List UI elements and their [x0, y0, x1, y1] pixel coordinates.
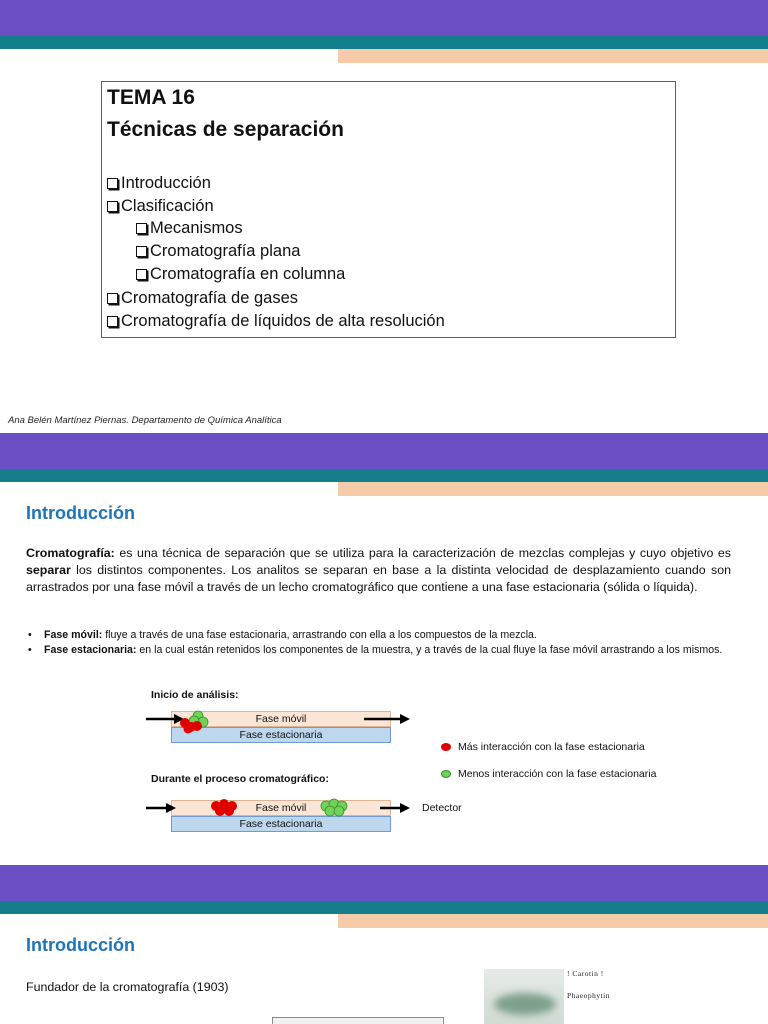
bullet-dot-icon: •: [28, 629, 32, 641]
checkbox-icon: [136, 246, 147, 257]
legend-label: Más interacción con la fase estacionaria: [458, 741, 645, 753]
header-band-peach: [338, 482, 768, 496]
stationary-phase-label: Fase estacionaria: [239, 818, 323, 830]
input-arrow-icon: [146, 714, 184, 724]
checkbox-icon: [136, 223, 147, 234]
during-diagram-overlay: [140, 795, 420, 825]
retained-red-cluster-icon: [211, 799, 237, 816]
header-band-teal: [0, 901, 768, 914]
toc-item: [107, 197, 214, 216]
detector-arrow-icon: [380, 803, 410, 813]
toc-item-label: Cromatografía de gases: [121, 289, 299, 307]
mixed-sample-cluster-icon: [180, 711, 208, 734]
stationary-phase-label: Fase estacionaria: [239, 729, 323, 741]
slide-heading: Introducción: [26, 503, 135, 523]
header-band-peach: [338, 49, 768, 63]
bullet-item: [26, 628, 731, 643]
toc-item: [107, 289, 298, 308]
legend-item-less-interaction: [441, 768, 656, 780]
bullet-text: en la cual están retenidos los componentes de la muestra, y a través de la cual fluye la fase móvil arrastrando a los mismos.: [136, 644, 723, 656]
apparatus-image: [272, 1017, 444, 1024]
slide-introduccion-definicion: [0, 433, 768, 865]
header-band-teal: [0, 36, 768, 49]
slide-heading: Introducción: [26, 935, 135, 955]
checkbox-icon: [107, 201, 118, 212]
carotin-label: ! Carotin !: [567, 969, 604, 978]
header-band-peach: [338, 914, 768, 928]
topic-number: TEMA 16: [107, 86, 195, 109]
toc-item-label: Introducción: [121, 174, 211, 192]
toc-subitem: [136, 219, 243, 238]
legend-label: Menos interacción con la fase estacionaria: [458, 768, 657, 780]
definition-term: Cromatografía:: [26, 546, 115, 560]
toc-item: [107, 174, 211, 193]
input-arrow-icon: [146, 803, 176, 813]
chromatogram-photo: [484, 969, 564, 1024]
legend-item-more-interaction: [441, 741, 645, 753]
definition-paragraph: [26, 545, 731, 596]
slide-tema-16: [0, 0, 768, 433]
toc-item-label: Cromatografía en columna: [150, 265, 346, 283]
bullet-list: [26, 628, 731, 658]
slide-introduccion-fundador: [0, 865, 768, 1024]
toc-item-label: Cromatografía de líquidos de alta resolución: [121, 312, 445, 330]
founder-caption: Fundador de la cromatografía (1903): [26, 980, 229, 994]
toc-item-label: Cromatografía plana: [150, 242, 301, 260]
bullet-term: Fase móvil:: [44, 629, 103, 641]
header-band-teal: [0, 469, 768, 482]
mobile-phase-label: Fase móvil: [255, 713, 307, 725]
checkbox-icon: [107, 316, 118, 327]
phaeophytin-label: Phaeophytin: [567, 991, 610, 1000]
definition-emphasis: separar: [26, 563, 71, 577]
bullet-dot-icon: •: [28, 644, 32, 656]
checkbox-icon: [107, 293, 118, 304]
red-dot-icon: [441, 743, 451, 751]
definition-text: es una técnica de separación que se utiliza para la caracterización de mezclas complejas y cuyo objetivo es: [114, 546, 731, 560]
toc-item-label: Clasificación: [121, 197, 214, 215]
toc-item: [107, 312, 445, 331]
topic-title: Técnicas de separación: [107, 118, 344, 141]
bullet-text: fluye a través de una fase estacionaria, arrastrando con ella a los compuestos de la mezcla.: [102, 629, 537, 641]
eluting-green-cluster-icon: [321, 799, 347, 816]
green-dot-icon: [441, 770, 451, 778]
header-band-purple: [0, 865, 768, 901]
toc-subitem: [136, 242, 300, 261]
bullet-term: Fase estacionaria:: [44, 644, 137, 656]
diagram-start-label: Inicio de análisis:: [151, 689, 239, 701]
start-diagram-overlay: [140, 705, 420, 745]
author-footer: Ana Belén Martínez Piernas. Departamento de Química Analítica: [8, 415, 282, 426]
output-arrow-icon: [364, 714, 410, 724]
header-band-purple: [0, 0, 768, 36]
bullet-item: [26, 643, 731, 658]
diagram-during-label: Durante el proceso cromatográfico:: [151, 773, 329, 785]
header-band-purple: [0, 433, 768, 469]
detector-label: Detector: [422, 802, 462, 814]
toc-item-label: Mecanismos: [150, 219, 243, 237]
checkbox-icon: [136, 269, 147, 280]
definition-text: los distintos componentes. Los analitos se separan en base a la distinta velocidad de desplazamiento cuando son arrastrados por una fase móvil a través de un lecho cromatográfico que contiene a una fase estacionaria (sólida o líquida).: [26, 563, 731, 594]
toc-subitem: [136, 265, 345, 284]
pigment-band: [494, 993, 556, 1015]
mobile-phase-label: Fase móvil: [255, 802, 307, 814]
table-of-contents-box: [101, 81, 676, 338]
checkbox-icon: [107, 178, 118, 189]
